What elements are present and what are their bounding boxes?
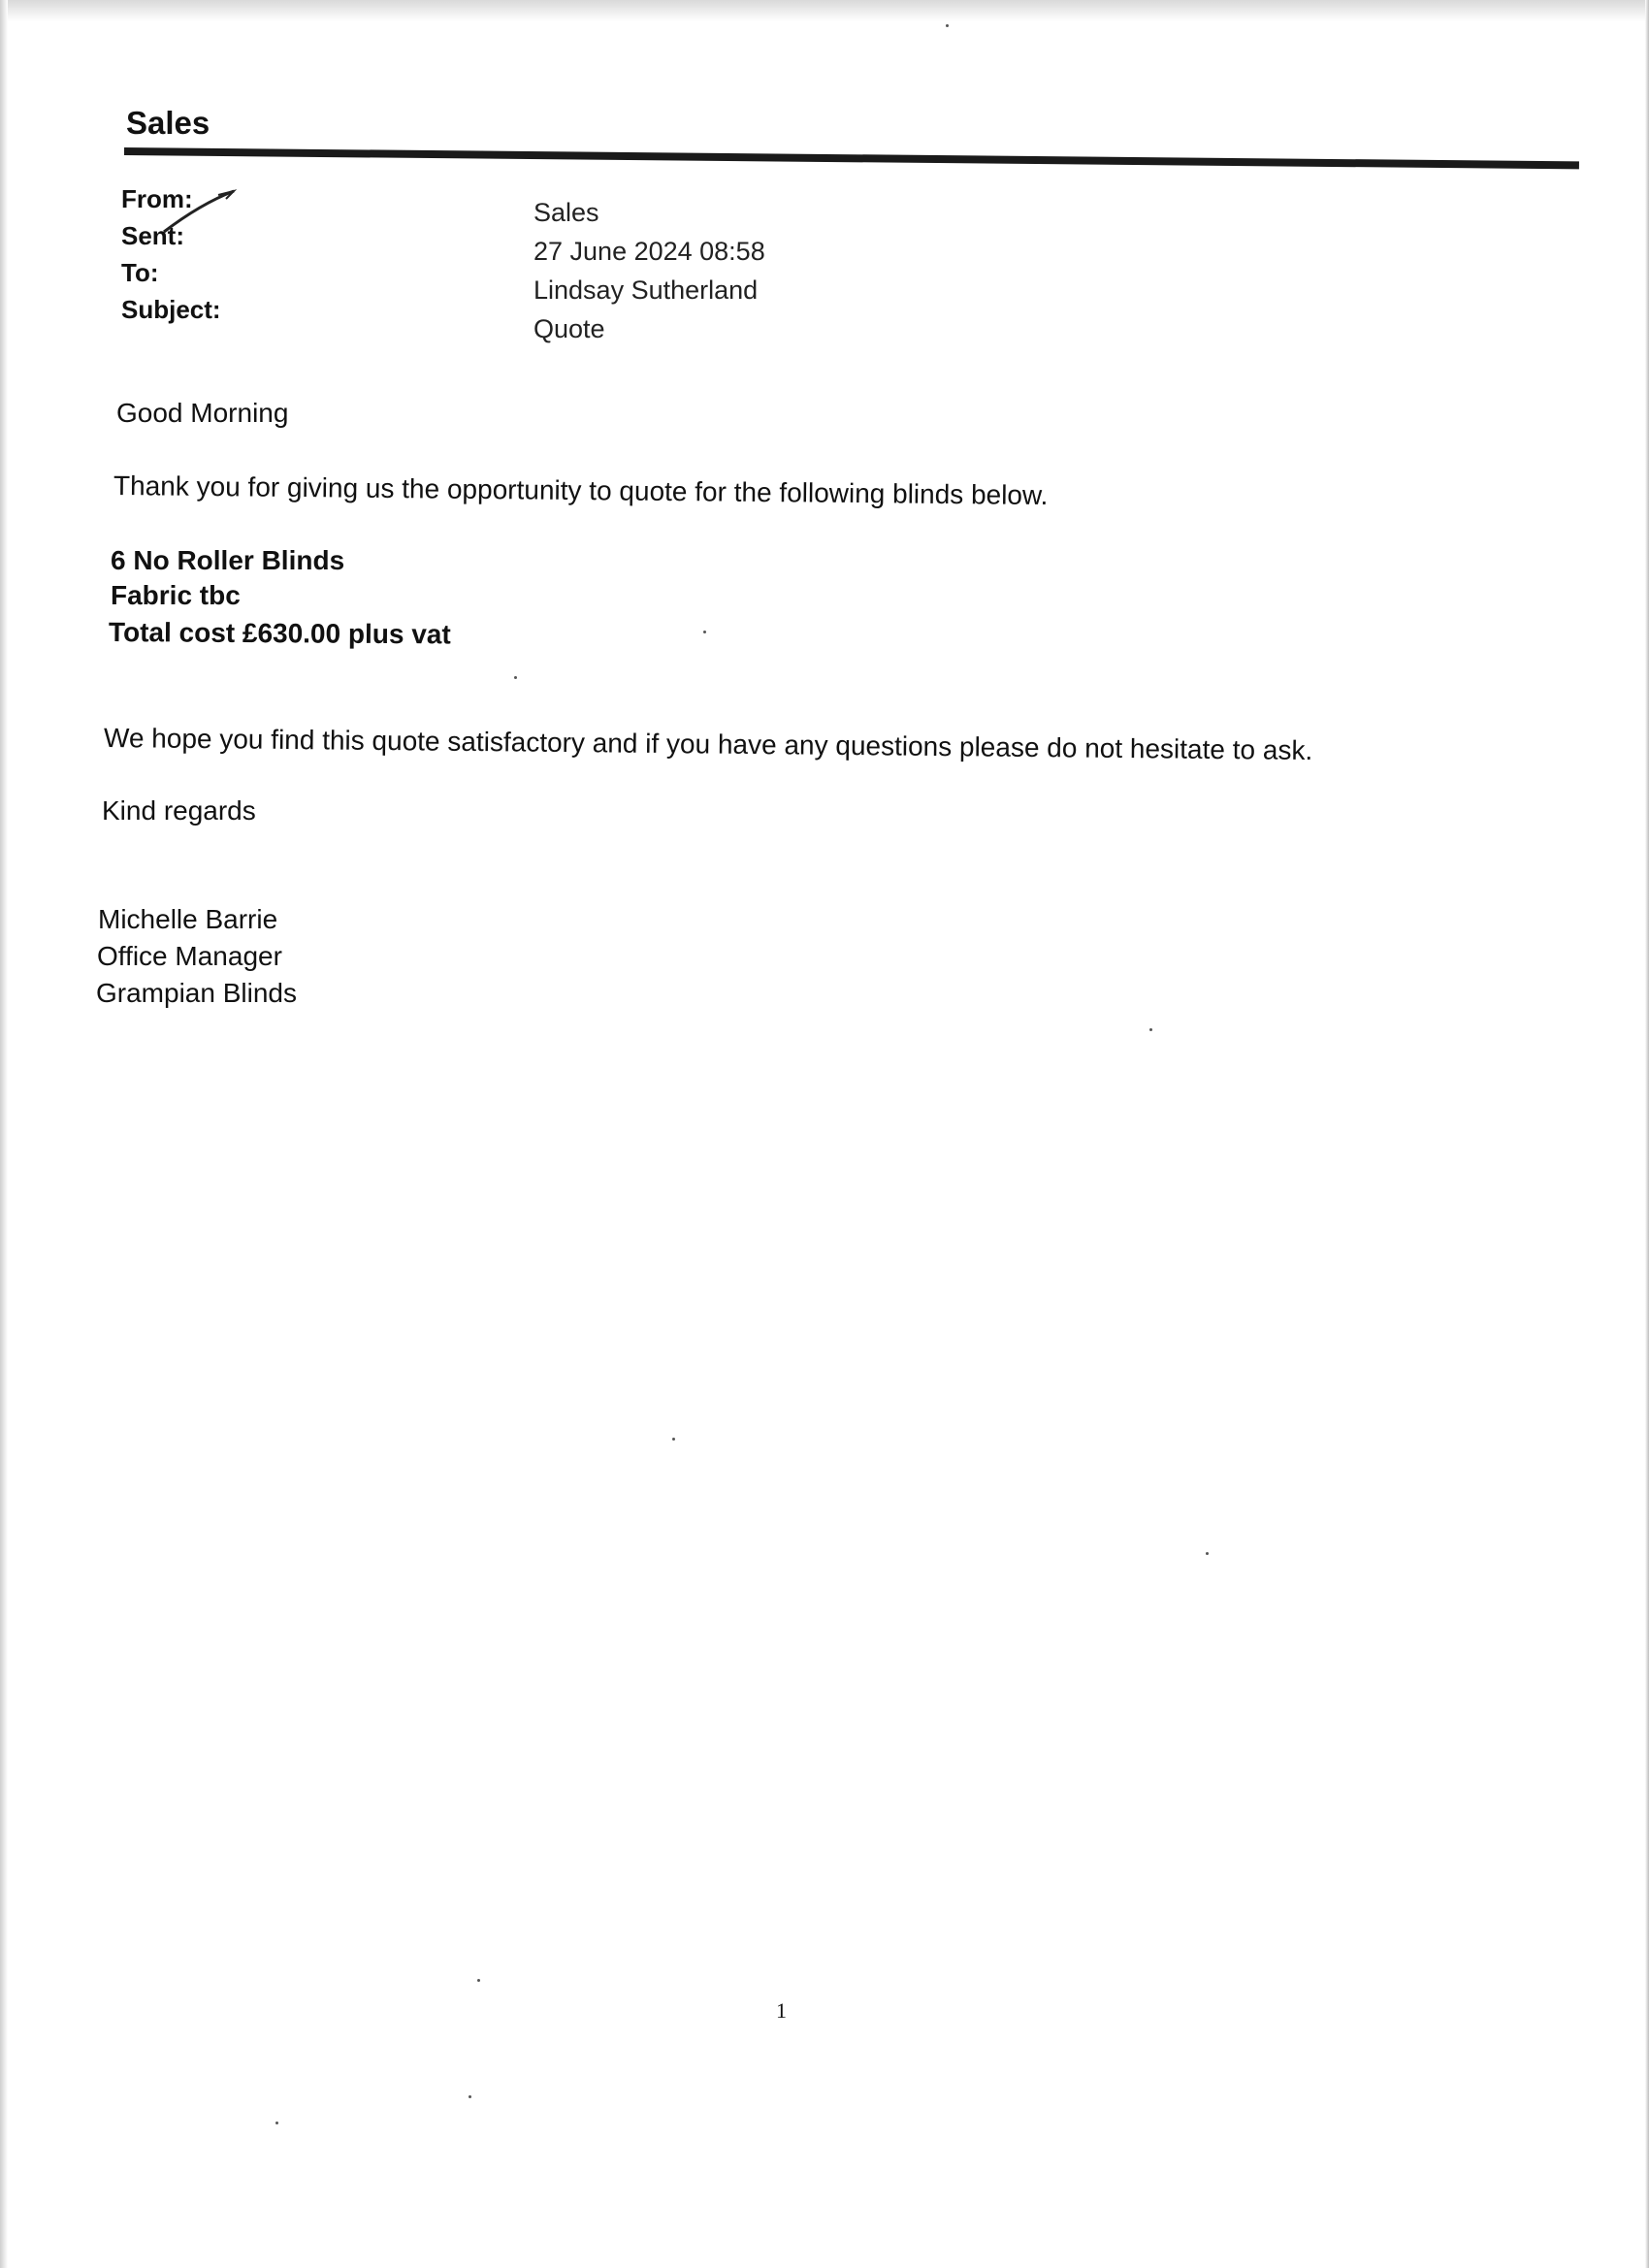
- email-metadata: [121, 184, 897, 343]
- scan-speck: [703, 631, 706, 633]
- scan-speck: [514, 676, 517, 679]
- total-cost-line: Total cost £630.00 plus vat: [108, 617, 451, 650]
- from-row: [121, 184, 897, 227]
- sent-value: 27 June 2024 08:58: [534, 237, 765, 266]
- sent-row: [121, 221, 897, 266]
- intro-text: Thank you for giving us the opportunity to quote for the following blinds below.: [113, 470, 1049, 511]
- email-header-title: Sales: [126, 105, 210, 141]
- scan-speck: [672, 1438, 675, 1441]
- scan-speck: [1206, 1552, 1209, 1555]
- to-label: To:: [121, 258, 159, 287]
- from-value: Sales: [534, 198, 599, 227]
- signature-company: Grampian Blinds: [96, 978, 297, 1008]
- scan-left-edge: [0, 0, 8, 2268]
- scan-speck: [275, 2122, 278, 2124]
- subject-row: [121, 295, 897, 343]
- greeting-text: Good Morning: [116, 398, 289, 428]
- item-line: 6 No Roller Blinds: [111, 545, 345, 575]
- signoff-text: Kind regards: [102, 795, 256, 826]
- pen-strike-mark: [160, 187, 238, 236]
- subject-label: Subject:: [121, 295, 221, 324]
- scan-top-shadow: [0, 0, 1649, 21]
- scan-speck: [477, 1979, 480, 1982]
- sent-label: Sent:: [121, 221, 184, 250]
- scan-speck: [946, 24, 949, 27]
- signature-name: Michelle Barrie: [98, 904, 278, 934]
- fabric-line: Fabric tbc: [111, 580, 241, 610]
- closing-text: We hope you find this quote satisfactory and if you have any questions please do not hesitate to ask.: [103, 723, 1313, 766]
- to-value: Lindsay Sutherland: [534, 275, 759, 305]
- subject-value: Quote: [534, 314, 605, 343]
- signature-role: Office Manager: [97, 941, 282, 971]
- from-label: From:: [121, 184, 193, 213]
- scan-right-edge: [1645, 0, 1649, 2268]
- scan-speck: [1149, 1028, 1152, 1031]
- header-rule: [124, 147, 1579, 169]
- page-number: 1: [776, 1998, 787, 2023]
- to-row: [121, 258, 897, 305]
- scan-speck: [469, 2095, 471, 2098]
